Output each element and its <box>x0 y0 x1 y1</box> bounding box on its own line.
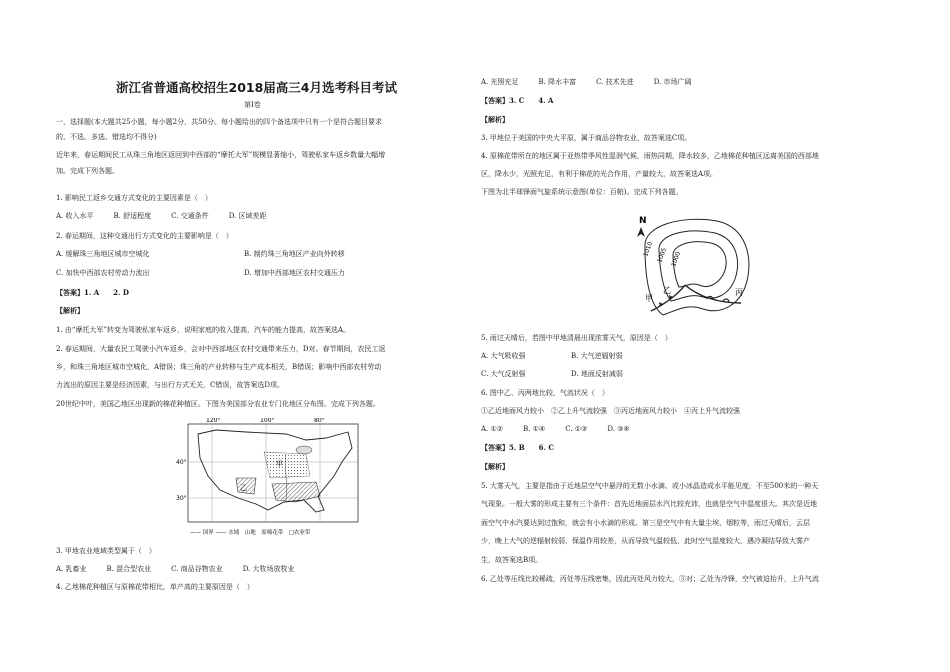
q4-option-b: B. 降水丰富 <box>538 78 577 86</box>
explanation-2-line-2: 乡，和珠三角地区城市空城化，A错误；珠三角的产业转移与生产成本相关，B错误；影响中西部农村劳动 <box>56 363 382 371</box>
q4-option-c: C. 技术先进 <box>596 78 634 86</box>
q1-option-d: D. 区域差距 <box>228 212 267 220</box>
region-label-yi: 乙 <box>240 484 247 492</box>
question-6: 6. 图中乙、丙两地比较，气流状况（ ） <box>481 389 609 397</box>
passage-1-line-2: 加。完成下列各题。 <box>56 167 119 175</box>
passage-2: 20世纪中叶，美国乙地区出现新的棉花种植区。下图为美国部分农业专门化地区分布图。完成下列各题。 <box>56 400 380 408</box>
us-agriculture-map <box>176 418 366 540</box>
point-yi: 乙 <box>663 286 671 295</box>
agriculture-belt-region <box>264 452 310 478</box>
explanation-5-line-2: 气现象。一般大雾的形成主要有三个条件：首先近地面层水汽比较充沛，也就是空气中湿度很大。其次是近地 <box>481 500 817 508</box>
q5-option-b: B. 大气逆辐射弱 <box>571 352 623 360</box>
q1-option-c: C. 交通条件 <box>171 212 209 220</box>
q5-option-d: D. 地面反射减弱 <box>571 370 623 378</box>
explanation-2-line-3: 力流出的原因主要是经济因素，与出行方式无关，C错误，故答案选D项。 <box>56 381 284 389</box>
explanation-4-line-1: 4. 原棉花带所在的地区属于亚热带季风性湿润气候，雨热同期，降水较多，乙地棉花种植区远离美国的西部地 <box>481 152 819 160</box>
passage-3: 下图为北半球锋面气旋系统示意图(单位：百帕)。完成下列各题。 <box>481 188 683 196</box>
explanation-3: 3. 甲地位于美国的中央大平原，属于商品谷物农业，故答案选C项。 <box>481 134 692 142</box>
lon-label-120: 120° <box>206 418 221 424</box>
answer-3-4: 【答案】3. C 4. A <box>481 96 554 105</box>
explanation-5-line-5: 生，故答案选B项。 <box>481 556 543 564</box>
q1-option-b: B. 舒适程度 <box>113 212 152 220</box>
question-1-options <box>56 211 267 221</box>
question-3: 3. 甲地农业地域类型属于（ ） <box>56 547 156 555</box>
q2-option-a: A. 缓解珠三角地区城市空城化 <box>56 250 150 258</box>
question-4-options <box>481 77 692 87</box>
great-lakes <box>296 446 312 454</box>
q6-statements: ①乙近地面风力较小 ②乙上升气流较强 ③丙近地面风力较小 ④丙上升气流较强 <box>481 407 740 415</box>
section-intro-line-1: 一、选择题(本大题共25小题，每小题2分，共50分。每小题给出的四个备选项中只有一个是符合题目要求 <box>56 118 382 126</box>
isobar-label-1005: 1005 <box>656 246 669 264</box>
lon-label-80: 80° <box>314 418 325 424</box>
q3-option-a: A. 乳畜业 <box>56 565 87 573</box>
analysis-label: 【解析】 <box>56 306 84 315</box>
region-label-jia: 甲 <box>276 460 283 468</box>
map-legend: —— 国界 —— 水域 山地 原棉花带 □农业带 <box>190 530 311 536</box>
explanation-5-line-4: 少，晚上大气的逆辐射较弱，保温作用较差，从而导致气温较低，此时空气湿度较大，遇冷凝结导致大雾产 <box>481 537 810 545</box>
point-jia: 甲 <box>645 294 653 303</box>
part-one-label: 第Ⅰ卷 <box>244 101 261 109</box>
q3-option-d: D. 大牧场放牧业 <box>242 565 295 573</box>
question-6-options <box>481 424 630 434</box>
point-bing: 丙 <box>735 288 743 297</box>
question-5: 5. 雨过天晴后，若图中甲地清晨出现浓雾天气，原因是（ ） <box>481 334 672 342</box>
q6-option-c: C. ①③ <box>565 425 588 433</box>
answer-1-2: 【答案】1. A 2. D <box>56 288 129 297</box>
q5-option-a: A. 大气吸收强 <box>481 352 526 360</box>
q2-option-b: B. 制约珠三角地区产业向外转移 <box>244 250 345 258</box>
isobar-label-1010: 1010 <box>642 240 655 258</box>
explanation-1: 1. 由“摩托大军”转变为驾驶私家车返乡，说明家庭的收入提高，汽车的能力提高，故答案选A。 <box>56 326 351 334</box>
q1-option-a: A. 收入水平 <box>56 212 94 220</box>
isobar-label-1000: 1000 <box>670 250 683 268</box>
section-intro-line-2: 的，不选、多选、错选均不得分) <box>56 133 157 141</box>
explanation-2-line-1: 2. 春运期间，大量农民工驾驶小汽车返乡，会对中西部地区农村交通带来压力，D对。春节期间，农民工返 <box>56 345 386 353</box>
explanation-6: 6. 乙处等压线比较稀疏，丙处等压线密集，因此丙处风力较大，③对；乙处为冷锋，空气被迫抬升，上升气流 <box>481 575 819 583</box>
frontal-cyclone-diagram <box>623 207 759 325</box>
q2-option-d: D. 增加中西部地区农村交通压力 <box>244 269 345 277</box>
q5-option-c: C. 大气反射强 <box>481 370 526 378</box>
lon-label-100: 100° <box>260 418 275 424</box>
q2-option-c: C. 加快中西部农村劳动力流出 <box>56 269 150 277</box>
q4-option-d: D. 市场广阔 <box>653 78 692 86</box>
question-4: 4. 乙地棉花种植区与原棉花带相比，单产高的主要原因是（ ） <box>56 583 254 591</box>
answer-5-6: 【答案】5. B 6. C <box>481 443 554 452</box>
analysis-label-2: 【解析】 <box>481 115 509 124</box>
lat-label-40: 40° <box>176 459 187 466</box>
question-1: 1. 影响民工返乡交通方式变化的主要因素是（ ） <box>56 194 212 202</box>
north-arrow-label: N <box>639 216 647 226</box>
explanation-5-line-3: 面空气中水汽要达到过饱和，就会有小水滴的形成。第三是空气中有大量尘埃、烟粒等，雨过天晴后，云层 <box>481 519 810 527</box>
q6-option-d: D. ③④ <box>607 425 630 433</box>
exam-title: 浙江省普通高校招生2018届高三4月选考科目考试 <box>116 80 397 95</box>
question-2: 2. 春运期间，这种交通出行方式变化的主要影响是（ ） <box>56 232 233 240</box>
lat-label-30: 30° <box>176 495 187 502</box>
warm-front-line <box>685 285 741 303</box>
isobar-1000 <box>673 242 726 287</box>
q6-option-a: A. ①② <box>481 425 504 433</box>
q6-option-b: B. ①④ <box>523 425 546 433</box>
analysis-label-3: 【解析】 <box>481 462 509 471</box>
q3-option-c: C. 商品谷物农业 <box>171 565 223 573</box>
north-arrow-icon <box>637 227 645 237</box>
explanation-5-line-1: 5. 大雾天气，主要是指由于近地层空气中悬浮的无数小水滴、或小冰晶造成水平能见度，不至500米的一种天 <box>481 482 819 490</box>
q4-option-a: A. 光照充足 <box>481 78 519 86</box>
explanation-4-line-2: 区，降水少，光照充足，有利于棉花的光合作用，产量较大，故答案选A项。 <box>481 170 718 178</box>
q3-option-b: B. 混合型农业 <box>106 565 152 573</box>
passage-1-line-1: 近年来，春运期间民工从珠三角地区返回到中西部的“摩托大军”规模显著缩小，驾驶私家车返乡数量大幅增 <box>56 151 386 159</box>
question-3-options <box>56 564 295 574</box>
